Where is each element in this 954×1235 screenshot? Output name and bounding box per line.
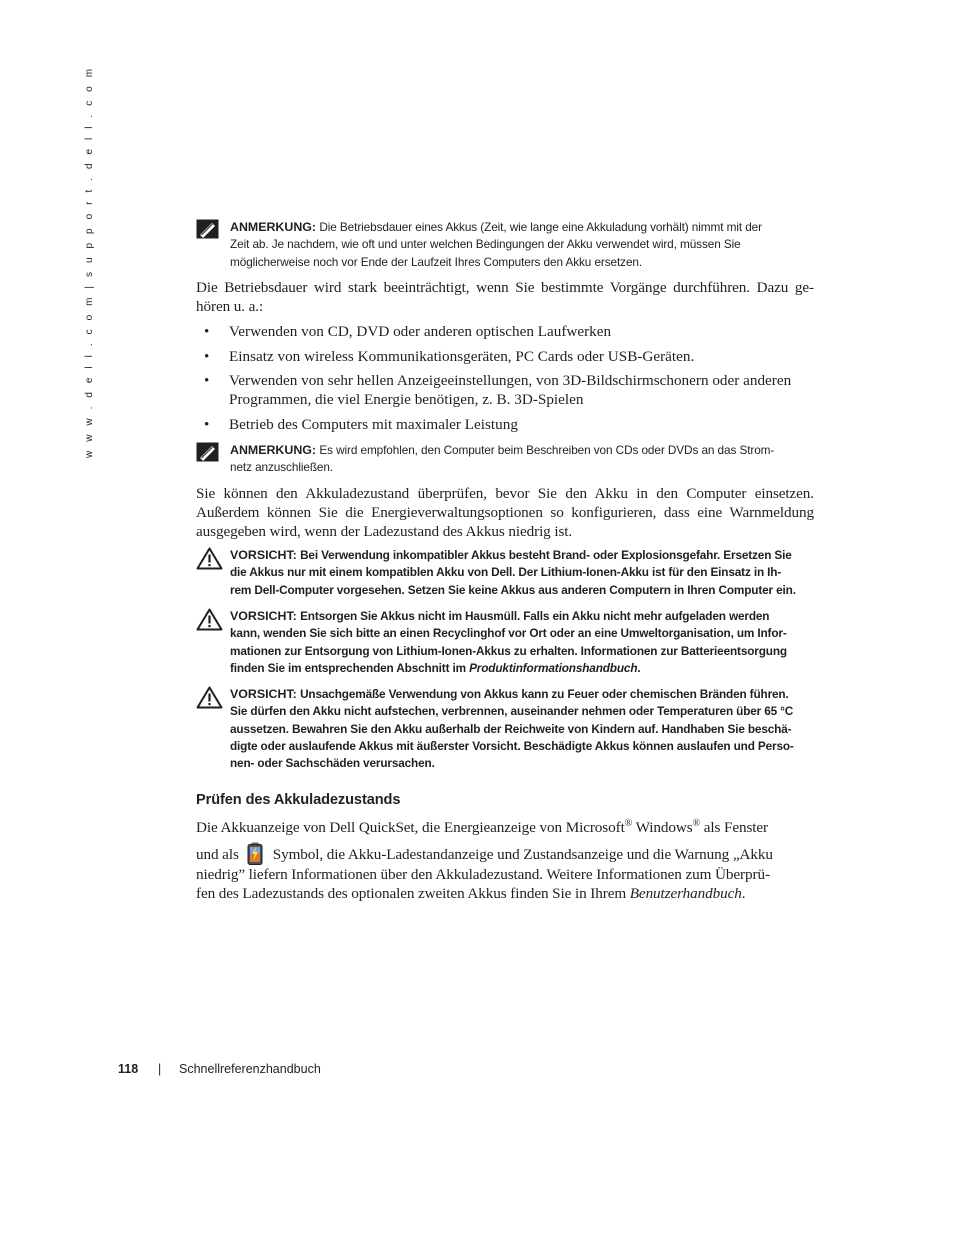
side-url: w w w . d e l l . c o m | s u p p o r t . d e l l . c o m [84, 65, 95, 458]
caution-label: VORSICHT: [230, 609, 297, 623]
caution-3 [196, 686, 814, 776]
list-item-text: Verwenden von sehr hellen Anzeigeeinstellungen, von 3D-Bildschirmschonern oder anderen Programmen, die viel Energie benötigen, z. B. 3D-Spielen [229, 372, 792, 408]
bullet-list [196, 322, 814, 439]
note-pencil-icon [196, 442, 219, 462]
note-text: Zeit ab. Je nachdem, wie oft und unter welchen Bedingungen der Akku verwendet wird, müssen Sie [230, 237, 741, 252]
paragraph-3-text: Windows [632, 819, 693, 836]
caution-text: Entsorgen Sie Akkus nicht im Hausmüll. Falls ein Akku nicht mehr aufgeladen werden [300, 609, 770, 623]
list-item [196, 415, 814, 434]
paragraph-3-text: . [741, 885, 746, 902]
caution-text: rem Dell-Computer vorgesehen. Setzen Sie keine Akkus aus anderen Computern in Ihren Computer ein. [230, 582, 796, 597]
note-text: Es wird empfohlen, den Computer beim Beschreiben von CDs oder DVDs an das Strom- [319, 443, 775, 457]
note-label: ANMERKUNG: [230, 220, 317, 234]
note-label: ANMERKUNG: [230, 443, 317, 457]
paragraph-3 [196, 818, 814, 903]
registered-mark: ® [624, 817, 633, 829]
page-number: 118 [118, 1062, 139, 1076]
note-1 [196, 219, 814, 273]
battery-meter-icon [245, 842, 265, 865]
list-item [196, 347, 814, 366]
note-text: netz anzuschließen. [230, 460, 334, 475]
warning-triangle-icon [196, 686, 223, 709]
warning-triangle-icon [196, 608, 223, 631]
caution-text: die Akkus nur mit einem kompatiblen Akku von Dell. Der Lithium-Ionen-Akku ist für den Einsatz in Ih- [230, 565, 782, 580]
caution-text: kann, wenden Sie sich bitte an einen Recyclinghof vor Ort oder an eine Umweltorganisation, um Infor- [230, 626, 787, 641]
note-2 [196, 442, 814, 478]
caution-label: VORSICHT: [230, 548, 297, 562]
manual-title: Benutzerhandbuch [629, 885, 742, 902]
bullet-icon: • [204, 347, 210, 365]
footer-separator: | [158, 1062, 162, 1076]
caution-text: finden Sie im entsprechenden Abschnitt im Produktinformationshandbuch. [230, 660, 641, 675]
list-item-text: Verwenden von CD, DVD oder anderen optischen Laufwerken [229, 323, 612, 340]
paragraph-3-text: und als [196, 846, 239, 863]
caution-label: VORSICHT: [230, 687, 297, 701]
note-text: Die Betriebsdauer eines Akkus (Zeit, wie lange eine Akkuladung vorhält) nimmt mit der [319, 220, 762, 234]
manual-title: Produktinformationshandbuch [469, 660, 638, 675]
list-item-text: Einsatz von wireless Kommunikationsgeräten, PC Cards oder USB-Geräten. [229, 347, 695, 365]
paragraph-3-text: als Fenster [700, 819, 768, 836]
paragraph-3-text: Symbol, die Akku-Ladestandanzeige und Zustandsanzeige und die Warnung „Akku [272, 846, 773, 863]
caution-2 [196, 608, 814, 680]
paragraph-3-text: niedrig” liefern Informationen über den Akkuladezustand. Weitere Informationen zum Überprü- [196, 866, 770, 883]
list-item [196, 371, 814, 409]
caution-text: nen- oder Sachschäden verursachen. [230, 756, 435, 771]
caution-text: mationen zur Entsorgung von Lithium-Ionen-Akkus zu erhalten. Informationen zur Batterieentsorgung [230, 643, 787, 658]
bullet-icon: • [204, 372, 210, 389]
caution-text: Sie dürfen den Akku nicht aufstechen, verbrennen, auseinander nehmen oder Temperaturen über 65 °C [230, 704, 794, 719]
caution-text: digte oder auslaufende Akkus mit äußerster Vorsicht. Beschädigte Akkus können auslaufen und Perso- [230, 738, 794, 753]
caution-text: Unsachgemäße Verwendung von Akkus kann zu Feuer oder chemischen Bränden führen. [300, 687, 789, 701]
registered-mark: ® [692, 817, 701, 829]
paragraph-2: Sie können den Akkuladezustand überprüfen, bevor Sie den Akku in den Computer einsetzen. Außerdem können Sie die Energieverwaltungsoptionen so konfigurieren, dass eine Warnmeldung ausgegeben wird, wenn der Ladezustand des Akkus niedrig ist. [196, 485, 814, 540]
bullet-icon: • [204, 415, 210, 433]
caution-text: Bei Verwendung inkompatibler Akkus besteht Brand- oder Explosionsgefahr. Ersetzen Sie [300, 548, 792, 562]
note-pencil-icon [196, 219, 219, 239]
warning-triangle-icon [196, 547, 223, 570]
footer-title: Schnellreferenzhandbuch [179, 1062, 321, 1076]
list-item-text: Betrieb des Computers mit maximaler Leistung [229, 415, 518, 433]
paragraph-3-text: Die Akkuanzeige von Dell QuickSet, die Energieanzeige von Microsoft [196, 819, 625, 836]
caution-text: aussetzen. Bewahren Sie den Akku außerhalb der Reichweite von Kindern auf. Handhaben Sie beschä- [230, 721, 792, 736]
note-text: möglicherweise noch vor Ende der Laufzeit Ihres Computers den Akku ersetzen. [230, 254, 643, 269]
bullet-icon: • [204, 323, 210, 340]
caution-1 [196, 547, 814, 601]
section-heading: Prüfen des Akkuladezustands [196, 792, 401, 808]
paragraph-3-text: fen des Ladezustands des optionalen zweiten Akkus finden Sie in Ihrem [196, 885, 630, 902]
list-item [196, 322, 814, 341]
paragraph-1: Die Betriebsdauer wird stark beeinträchtigt, wenn Sie bestimmte Vorgänge durchführen. Dazu ge-hören u. a.: [196, 279, 814, 315]
